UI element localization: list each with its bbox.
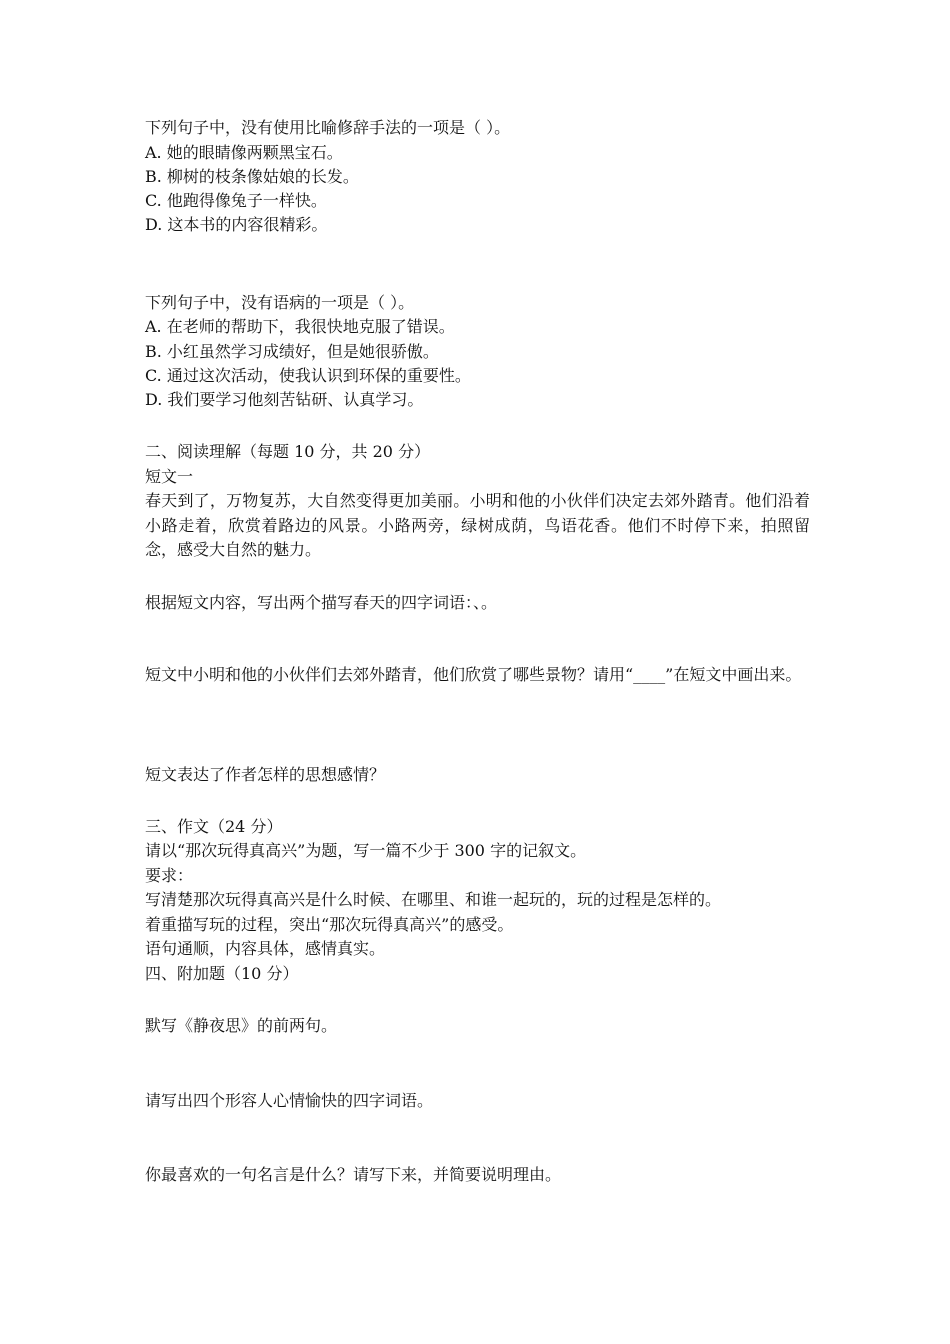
extra-question-1: 默写《静夜思》的前两句。 [145,1016,338,1035]
composition-requirement-3: 语句通顺，内容具体，感情真实。 [145,939,386,958]
q1-option-a: A. 她的眼睛像两颗黑宝石。 [145,143,343,162]
composition-heading: 三、作文（24 分） [145,817,283,836]
q1-option-b: B. 柳树的枝条像姑娘的长发。 [145,167,359,186]
reading-question-3: 短文表达了作者怎样的思想感情？ [145,765,386,784]
reading-question-1: 根据短文内容，写出两个描写春天的四字词语：、。 [145,593,498,612]
extra-heading: 四、附加题（10 分） [145,964,299,983]
extra-question-3: 你最喜欢的一句名言是什么？请写下来，并简要说明理由。 [145,1165,562,1184]
q2-stem: 下列句子中，没有语病的一项是（ ）。 [145,293,415,312]
q1-option-d: D. 这本书的内容很精彩。 [145,215,328,234]
reading-question-2: 短文中小明和他的小伙伴们去郊外踏青，他们欣赏了哪些景物？请用“____”在短文中画出来。 [145,665,802,684]
composition-requirement-1: 写清楚那次玩得真高兴是什么时候、在哪里、和谁一起玩的，玩的过程是怎样的。 [145,890,722,909]
q1-option-c: C. 他跑得像兔子一样快。 [145,191,327,210]
composition-requirement-2: 着重描写玩的过程，突出“那次玩得真高兴”的感受。 [145,915,514,934]
q2-option-d: D. 我们要学习他刻苦钻研、认真学习。 [145,390,424,409]
q2-option-a: A. 在老师的帮助下，我很快地克服了错误。 [145,317,455,336]
q2-option-b: B. 小红虽然学习成绩好，但是她很骄傲。 [145,342,439,361]
composition-requirements-label: 要求： [145,866,194,885]
passage-text: 春天到了，万物复苏，大自然变得更加美丽。小明和他的小伙伴们决定去郊外踏青。他们沿着小路走着，欣赏着路边的风景。小路两旁，绿树成荫，鸟语花香。他们不时停下来，拍照留念，感受大自然的魅力。 [145,491,810,559]
q2-option-c: C. 通过这次活动，使我认识到环保的重要性。 [145,366,471,385]
reading-heading: 二、阅读理解（每题 10 分，共 20 分） [145,442,431,461]
q1-stem: 下列句子中，没有使用比喻修辞手法的一项是（ ）。 [145,118,511,137]
composition-prompt: 请以“那次玩得真高兴”为题，写一篇不少于 300 字的记叙文。 [145,841,587,860]
passage-title: 短文一 [145,467,194,486]
extra-question-2: 请写出四个形容人心情愉快的四字词语。 [145,1091,434,1110]
